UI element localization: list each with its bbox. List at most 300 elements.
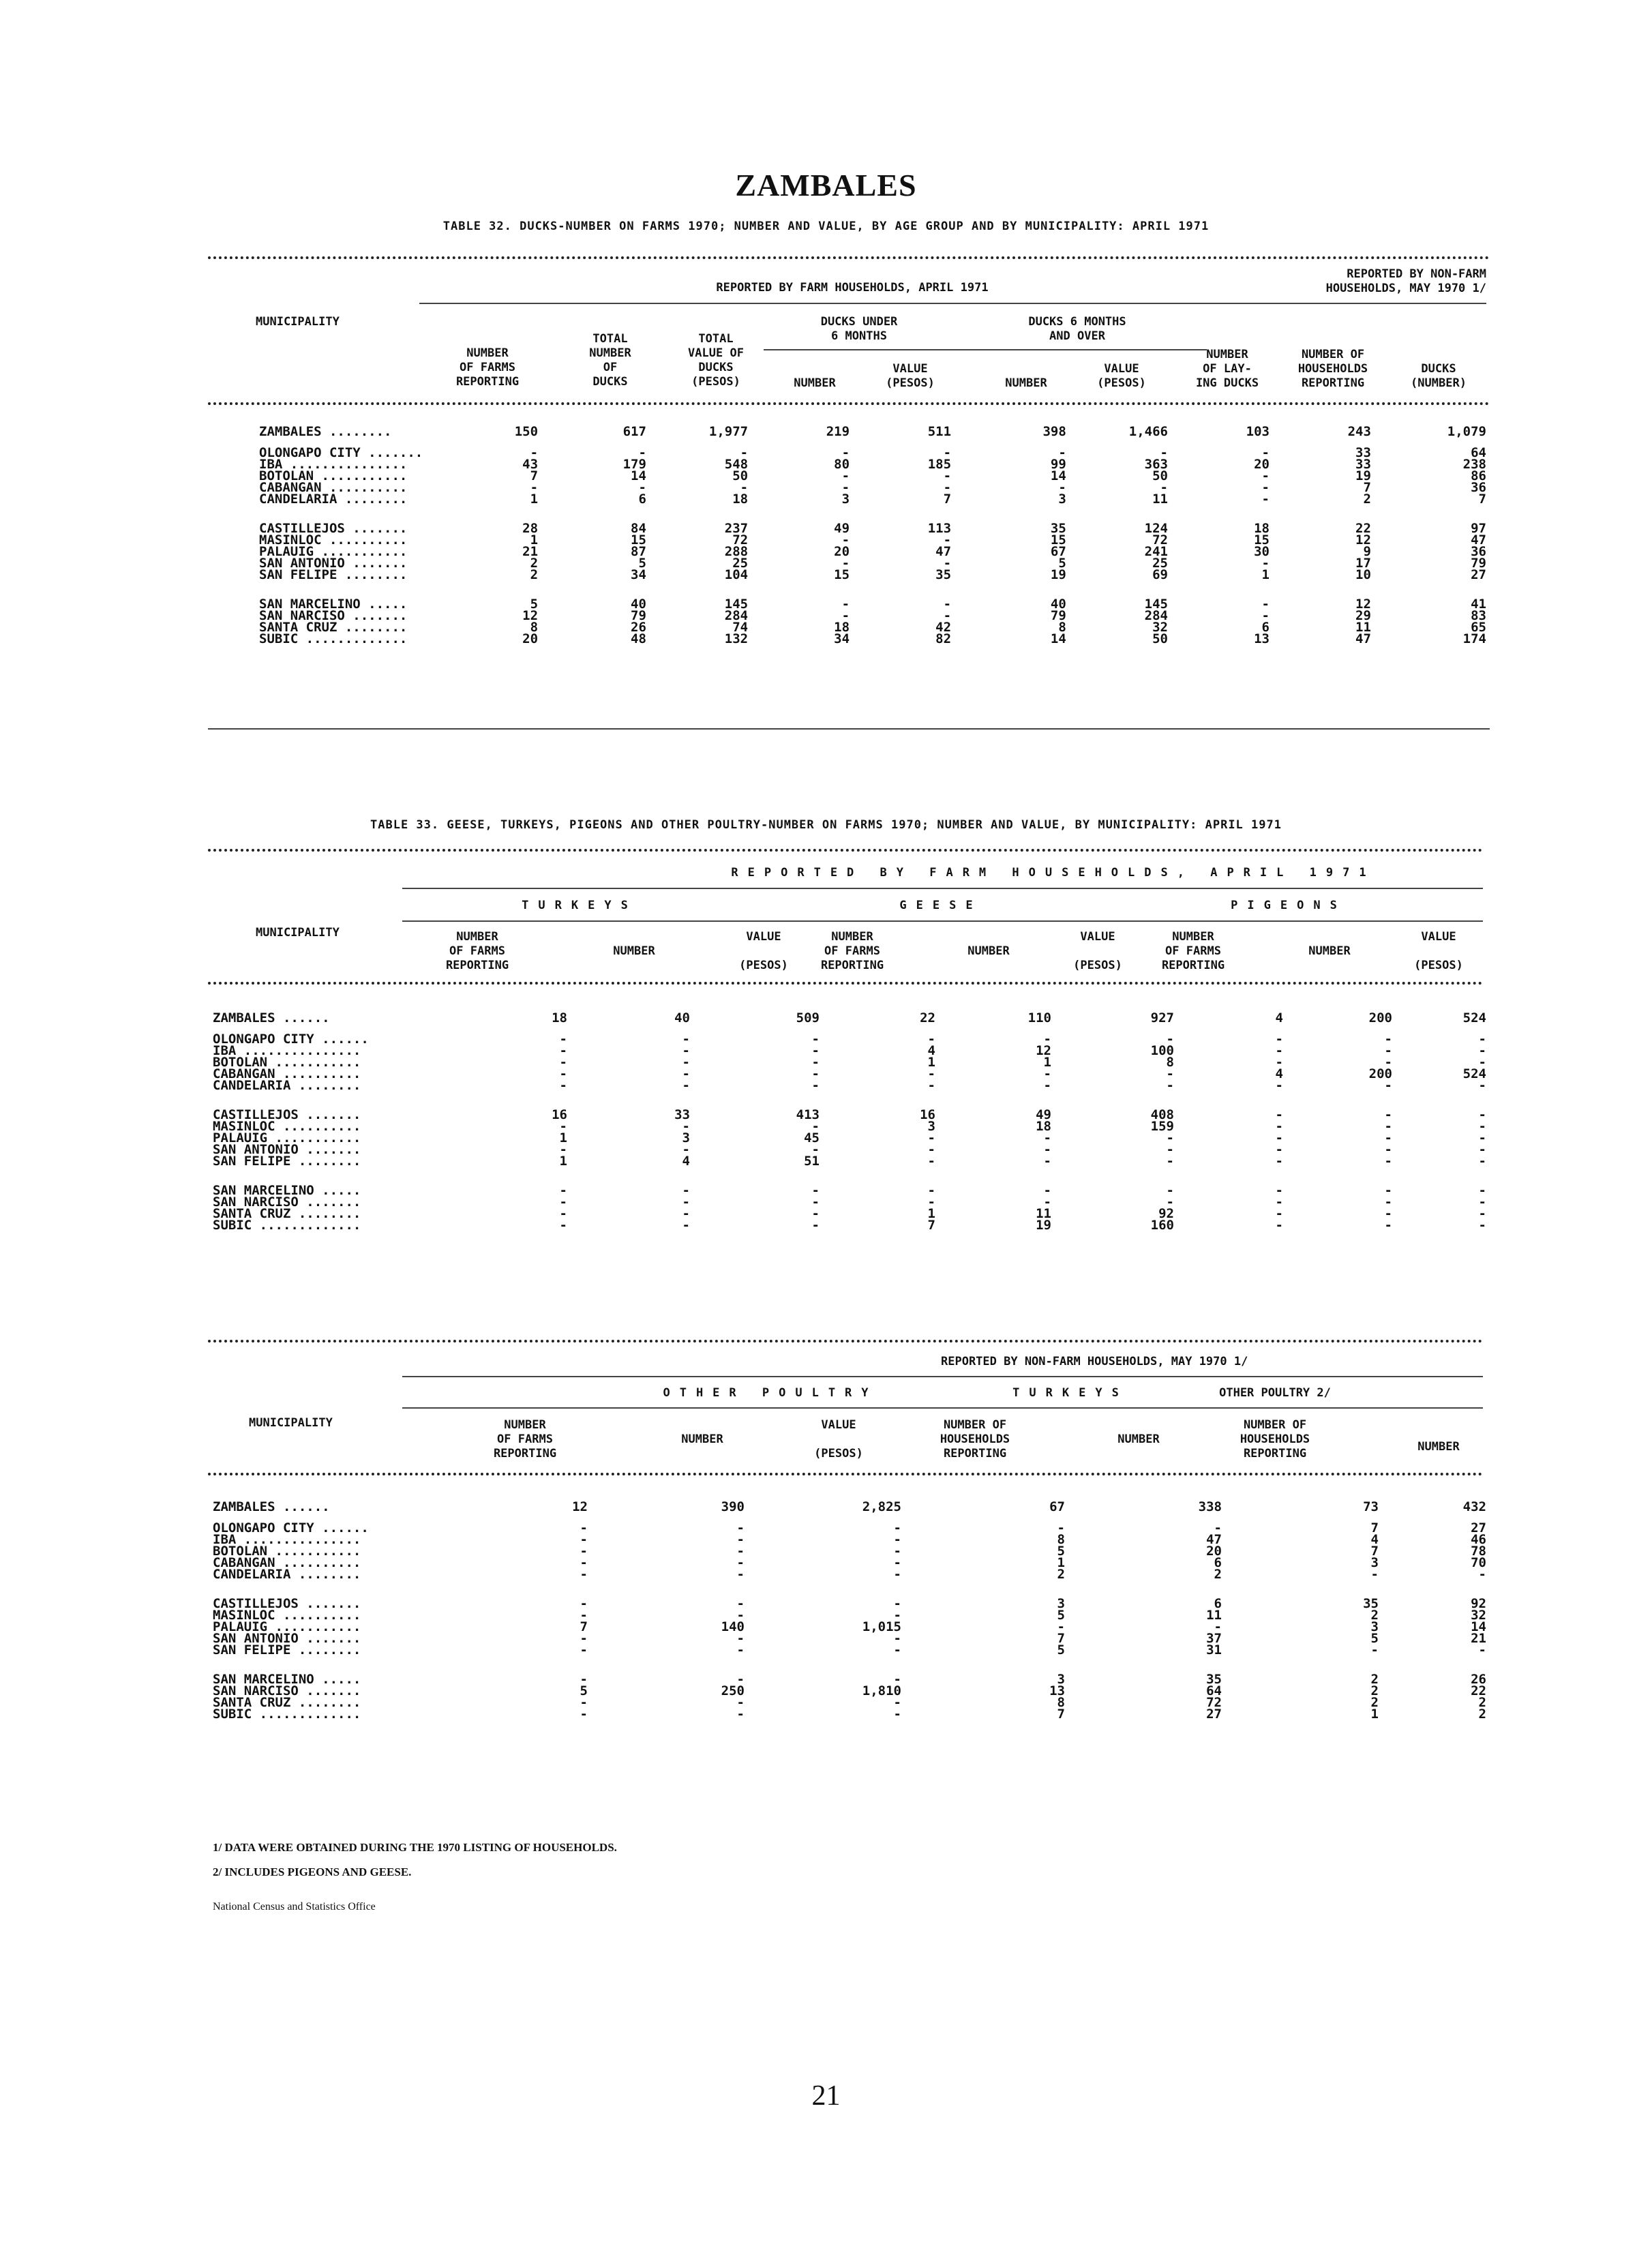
table32-head-over-number: NUMBER [1005,376,1047,390]
municipality-cell: SAN FELIPE ........ [259,567,408,582]
value-cell: - [736,1532,745,1547]
municipality-cell: SAN NARCISO ....... [213,1195,361,1210]
municipality-cell: CABANGAN .......... [213,1555,361,1570]
value-cell: 5 [530,597,539,612]
value-cell: 18 [834,620,850,635]
value-cell: - [1275,1154,1283,1169]
value-cell: - [1478,1567,1486,1582]
table32-head-under-value: VALUE (PESOS) [886,362,935,390]
value-cell: 238 [1462,457,1486,472]
group-spacer [259,581,1486,599]
municipality-cell: SAN FELIPE ........ [213,1642,361,1657]
value-cell: 1 [559,1154,567,1169]
value-cell: 7 [1057,1631,1065,1646]
value-cell: 43 [522,457,539,472]
value-cell: 84 [631,521,646,536]
value-cell: 288 [724,544,749,559]
table-row [213,1522,1486,1534]
value-cell: 37 [1206,1631,1222,1646]
value-cell: 3 [1057,1596,1065,1611]
municipality-cell: PALAUIG ........... [259,544,408,559]
value-cell: 16 [920,1107,935,1122]
table33-rule-2 [402,920,1483,922]
value-cell: 1,466 [1128,423,1168,439]
value-cell: 12 [522,608,539,623]
value-cell: - [736,1695,745,1710]
table32-group-nonfarm: REPORTED BY NON-FARM HOUSEHOLDS, MAY 1970 1/ [1325,267,1486,295]
value-cell: 34 [631,567,646,582]
value-cell: 92 [1471,1596,1486,1611]
value-cell: 124 [1144,521,1168,536]
value-cell: 1 [530,532,539,548]
table33-head-p-number: NUMBER [1308,944,1351,958]
value-cell: - [811,1078,820,1093]
table-row [213,1633,1486,1645]
value-cell: - [1478,1078,1486,1093]
value-cell: 12 [1036,1043,1051,1058]
municipality-cell: PALAUIG ........... [213,1130,361,1145]
value-cell: 12 [572,1499,588,1514]
value-cell: 3 [1370,1619,1379,1634]
table-row [213,1045,1486,1057]
value-cell: - [559,1218,567,1233]
value-cell: 398 [1042,423,1066,439]
footnote-1: 1/ DATA WERE OBTAINED DURING THE 1970 LISTING OF HOUSEHOLDS. [213,1841,617,1854]
value-cell: - [943,480,952,495]
value-cell: 45 [804,1130,820,1145]
value-cell: 32 [1152,620,1168,635]
table-row [259,523,1486,535]
value-cell: 87 [631,544,646,559]
value-cell: - [1478,1142,1486,1157]
value-cell: 5 [638,556,646,571]
value-cell: - [1261,445,1270,460]
municipality-cell: OLONGAPO CITY ...... [213,1032,369,1047]
municipality-cell: ZAMBALES ...... [213,1499,330,1514]
table32-head-ducks-number: DUCKS (NUMBER) [1411,362,1467,390]
value-cell: 79 [1050,608,1066,623]
value-cell: 10 [1355,567,1371,582]
value-cell: 15 [834,567,850,582]
value-cell: - [559,1195,567,1210]
value-cell: - [841,532,850,548]
table-row [213,1610,1486,1621]
value-cell: - [580,1544,588,1559]
table33-pigeons: PIGEONS [1231,899,1347,912]
value-cell: - [682,1218,690,1233]
value-cell: 2 [1057,1567,1065,1582]
value-cell: - [893,1695,901,1710]
municipality-cell: MASINLOC .......... [213,1119,361,1134]
table33-head-t-farms: NUMBER OF FARMS REPORTING [445,930,509,972]
value-cell: 47 [1355,631,1371,646]
value-cell: 6 [638,492,646,507]
value-cell: 2 [1363,492,1371,507]
value-cell: - [1261,480,1270,495]
value-cell: - [943,468,952,483]
value-cell: - [893,1631,901,1646]
value-cell: 8 [1057,1532,1065,1547]
value-cell: 2 [1370,1695,1379,1710]
value-cell: - [1478,1195,1486,1210]
group-spacer [213,1580,1486,1598]
value-cell: - [682,1055,690,1070]
value-cell: 78 [1471,1544,1486,1559]
value-cell: - [740,445,749,460]
table33b-rule-1 [402,1376,1483,1377]
value-cell: 33 [1355,457,1371,472]
value-cell: - [1166,1078,1174,1093]
value-cell: - [736,1544,745,1559]
municipality-cell: SANTA CRUZ ........ [213,1695,361,1710]
value-cell: - [893,1544,901,1559]
value-cell: - [682,1032,690,1047]
municipality-cell: OLONGAPO CITY ....... [259,445,423,460]
value-cell: 26 [1471,1672,1486,1687]
municipality-cell: SAN ANTONIO ....... [259,556,408,571]
value-cell: 50 [1152,631,1168,646]
value-cell: 509 [796,1010,820,1025]
table33-geese: GEESE [899,899,982,912]
value-cell: 174 [1462,631,1486,646]
value-cell: - [559,1055,567,1070]
value-cell: 73 [1363,1499,1379,1514]
municipality-cell: SAN FELIPE ........ [213,1154,361,1169]
value-cell: - [638,445,646,460]
value-cell: - [736,1608,745,1623]
value-cell: - [1261,597,1270,612]
table-row [213,1185,1486,1197]
page-title: ZAMBALES [735,168,917,202]
value-cell: 36 [1471,480,1486,495]
value-cell: 390 [721,1499,745,1514]
value-cell: 548 [724,457,749,472]
value-cell: - [893,1532,901,1547]
value-cell: - [1384,1183,1392,1198]
value-cell: 15 [631,532,646,548]
value-cell: 36 [1471,544,1486,559]
table32-head-laying: NUMBER OF LAY- ING DUCKS [1195,348,1259,390]
value-cell: 3 [841,492,850,507]
value-cell: - [927,1130,935,1145]
value-cell: - [1478,1107,1486,1122]
value-cell: - [559,1066,567,1081]
value-cell: 67 [1050,544,1066,559]
value-cell: - [1384,1055,1392,1070]
value-cell: - [1275,1055,1283,1070]
value-cell: - [736,1567,745,1582]
value-cell: 160 [1150,1218,1174,1233]
value-cell: 9 [1363,544,1371,559]
value-cell: 8 [530,620,539,635]
value-cell: 5 [1057,1642,1065,1657]
value-cell: - [1384,1154,1392,1169]
value-cell: - [1043,1130,1051,1145]
value-cell: - [1166,1195,1174,1210]
municipality-cell: BOTOLAN ........... [213,1544,361,1559]
value-cell: - [1275,1032,1283,1047]
value-cell: 30 [1254,544,1270,559]
value-cell: 2 [1370,1683,1379,1698]
municipality-cell: OLONGAPO CITY ...... [213,1520,369,1535]
value-cell: 2 [1478,1707,1486,1722]
table-row [259,558,1486,569]
value-cell: - [1166,1032,1174,1047]
value-cell: 2,825 [862,1499,901,1514]
table-row [213,1569,1486,1580]
municipality-cell: SAN MARCELINO ..... [213,1183,361,1198]
table-row [213,1144,1486,1156]
value-cell: 241 [1144,544,1168,559]
value-cell: - [1043,1078,1051,1093]
municipality-cell: BOTOLAN ........... [213,1055,361,1070]
municipality-cell: SAN NARCISO ....... [259,608,408,623]
value-cell: 34 [834,631,850,646]
table-row [259,494,1486,505]
value-cell: - [580,1532,588,1547]
table33b-head-municipality: MUNICIPALITY [249,1416,333,1430]
value-cell: 20 [522,631,539,646]
value-cell: - [1478,1206,1486,1221]
value-cell: 4 [927,1043,935,1058]
table32-caption: TABLE 32. DUCKS-NUMBER ON FARMS 1970; NUMBER AND VALUE, BY AGE GROUP AND BY MUNICIPALITY: APRIL 1971 [442,220,1210,233]
value-cell: - [893,1596,901,1611]
value-cell: 8 [1057,1695,1065,1710]
table33-turkeys: TURKEYS [522,899,637,912]
value-cell: - [1478,1218,1486,1233]
value-cell: 40 [1050,597,1066,612]
value-cell: 25 [1152,556,1168,571]
value-cell: - [559,1142,567,1157]
value-cell: 99 [1050,457,1066,472]
municipality-cell: CASTILLEJOS ....... [213,1596,361,1611]
value-cell: - [1478,1642,1486,1657]
value-cell: 97 [1471,521,1486,536]
value-cell: 26 [631,620,646,635]
spacer-cell [259,581,1486,599]
value-cell: 927 [1150,1010,1174,1025]
value-cell: - [1384,1142,1392,1157]
value-cell: - [580,1695,588,1710]
value-cell: - [1478,1183,1486,1198]
value-cell: - [580,1631,588,1646]
value-cell: 3 [682,1130,690,1145]
value-cell: 49 [1036,1107,1051,1122]
table-row [213,1109,1486,1121]
value-cell: - [1166,1154,1174,1169]
value-cell: 14 [1050,631,1066,646]
value-cell: - [811,1066,820,1081]
value-cell: 1 [927,1055,935,1070]
value-cell: 46 [1471,1532,1486,1547]
value-cell: 13 [1049,1683,1065,1698]
total-row [213,1002,1486,1034]
value-cell: 5 [1057,1608,1065,1623]
value-cell: 74 [732,620,749,635]
value-cell: 65 [1471,620,1486,635]
table33-head-p-value: VALUE (PESOS) [1414,930,1463,972]
table33-head-g-farms: NUMBER OF FARMS REPORTING [820,930,884,972]
value-cell: - [1478,1032,1486,1047]
value-cell: 18 [1036,1119,1051,1134]
value-cell: - [893,1567,901,1582]
table-row [259,482,1486,494]
value-cell: 18 [732,492,749,507]
value-cell: - [841,597,850,612]
value-cell: 6 [1261,620,1270,635]
value-cell: 237 [724,521,749,536]
value-cell: - [1214,1619,1222,1634]
value-cell: - [1166,1142,1174,1157]
municipality-cell: CANDELARIA ........ [213,1078,361,1093]
total-row [259,416,1486,447]
municipality-cell: SAN ANTONIO ....... [213,1142,361,1157]
value-cell: 4 [1275,1010,1283,1025]
value-cell: - [1160,480,1168,495]
table-row [259,622,1486,633]
value-cell: 35 [935,567,952,582]
value-cell: - [682,1195,690,1210]
table33b-head-o-value: VALUE (PESOS) [814,1418,863,1460]
value-cell: 14 [631,468,646,483]
table33b-head-op-number: NUMBER [1417,1440,1460,1454]
value-cell: 511 [927,423,952,439]
value-cell: 18 [1254,521,1270,536]
value-cell: - [559,1078,567,1093]
table33b-rule-2 [402,1407,1483,1409]
value-cell: 159 [1150,1119,1174,1134]
value-cell: 179 [622,457,646,472]
value-cell: - [1160,445,1168,460]
value-cell: 72 [732,532,749,548]
value-cell: 3 [1370,1555,1379,1570]
value-cell: 70 [1471,1555,1486,1570]
municipality-cell: SAN NARCISO ....... [213,1683,361,1698]
value-cell: - [1275,1142,1283,1157]
value-cell: 27 [1471,1520,1486,1535]
value-cell: 200 [1368,1066,1392,1081]
value-cell: - [811,1218,820,1233]
table-row [259,599,1486,610]
table32-subgroup-under: DUCKS UNDER 6 MONTHS [820,315,898,343]
value-cell: - [580,1707,588,1722]
value-cell: 12 [1355,532,1371,548]
municipality-cell: CANDELARIA ........ [213,1567,361,1582]
value-cell: 27 [1206,1707,1222,1722]
table32-subgroup-over: DUCKS 6 MONTHS AND OVER [1028,315,1126,343]
value-cell: 72 [1206,1695,1222,1710]
value-cell: 69 [1152,567,1168,582]
value-cell: 19 [1050,567,1066,582]
table-row [259,459,1486,470]
table33-head-g-value: VALUE (PESOS) [1073,930,1122,972]
value-cell: 1 [1261,567,1270,582]
value-cell: - [1384,1043,1392,1058]
value-cell: - [530,480,539,495]
value-cell: - [559,1183,567,1198]
value-cell: 200 [1368,1010,1392,1025]
value-cell: 11 [1355,620,1371,635]
page-number: 21 [811,2080,841,2112]
value-cell: - [811,1043,820,1058]
table-row [213,1220,1486,1231]
value-cell: - [740,480,749,495]
value-cell: - [1275,1206,1283,1221]
value-cell: 25 [732,556,749,571]
value-cell: - [736,1596,745,1611]
value-cell: - [580,1596,588,1611]
value-cell: - [811,1119,820,1134]
value-cell: - [943,597,952,612]
value-cell: - [682,1183,690,1198]
value-cell: 29 [1355,608,1371,623]
value-cell: 1,079 [1447,423,1486,439]
value-cell: - [943,608,952,623]
value-cell: - [1261,492,1270,507]
value-cell: 79 [1471,556,1486,571]
value-cell: 1,810 [862,1683,901,1698]
value-cell: 8 [1058,620,1066,635]
value-cell: - [893,1555,901,1570]
table32-rule-2 [764,349,1207,350]
value-cell: 110 [1027,1010,1051,1025]
value-cell: 7 [1363,480,1371,495]
value-cell: - [736,1707,745,1722]
value-cell: - [893,1642,901,1657]
value-cell: - [1275,1183,1283,1198]
value-cell: - [1384,1130,1392,1145]
value-cell: 524 [1462,1066,1486,1081]
spacer-cell [213,1092,1486,1109]
value-cell: 2 [530,556,539,571]
spacer-cell [213,1167,1486,1185]
value-cell: 100 [1150,1043,1174,1058]
value-cell: 1,015 [862,1619,901,1634]
value-cell: - [559,1206,567,1221]
value-cell: 5 [1370,1631,1379,1646]
value-cell: 50 [1152,468,1168,483]
value-cell: - [1384,1119,1392,1134]
value-cell: 47 [1206,1532,1222,1547]
value-cell: 14 [1471,1619,1486,1634]
value-cell: 219 [826,423,850,439]
table33b-head-op-households: NUMBER OF HOUSEHOLDS REPORTING [1240,1418,1310,1460]
table-row [213,1598,1486,1610]
table33-caption: TABLE 33. GEESE, TURKEYS, PIGEONS AND OTHER POULTRY-NUMBER ON FARMS 1970; NUMBER AND VALUE, BY MUNICIPALITY: APRIL 1971 [370,818,1282,832]
value-cell: - [1043,1142,1051,1157]
value-cell: - [927,1066,935,1081]
value-cell: 48 [631,631,646,646]
table33b-turkeys: TURKEYS [1012,1386,1128,1400]
value-cell: 72 [1152,532,1168,548]
footnote-2: 2/ INCLUDES PIGEONS AND GEESE. [213,1865,412,1878]
value-cell: 243 [1347,423,1371,439]
municipality-cell: IBA ............... [213,1043,361,1058]
value-cell: - [682,1078,690,1093]
value-cell: - [943,445,952,460]
value-cell: 8 [1166,1055,1174,1070]
value-cell: 132 [724,631,749,646]
value-cell: 18 [552,1010,567,1025]
value-cell: 5 [1058,556,1066,571]
value-cell: - [530,445,539,460]
value-cell: 22 [1355,521,1371,536]
value-cell: - [811,1183,820,1198]
table-row [213,1534,1486,1546]
value-cell: - [1057,1619,1065,1634]
table-row [213,1197,1486,1208]
value-cell: - [841,608,850,623]
